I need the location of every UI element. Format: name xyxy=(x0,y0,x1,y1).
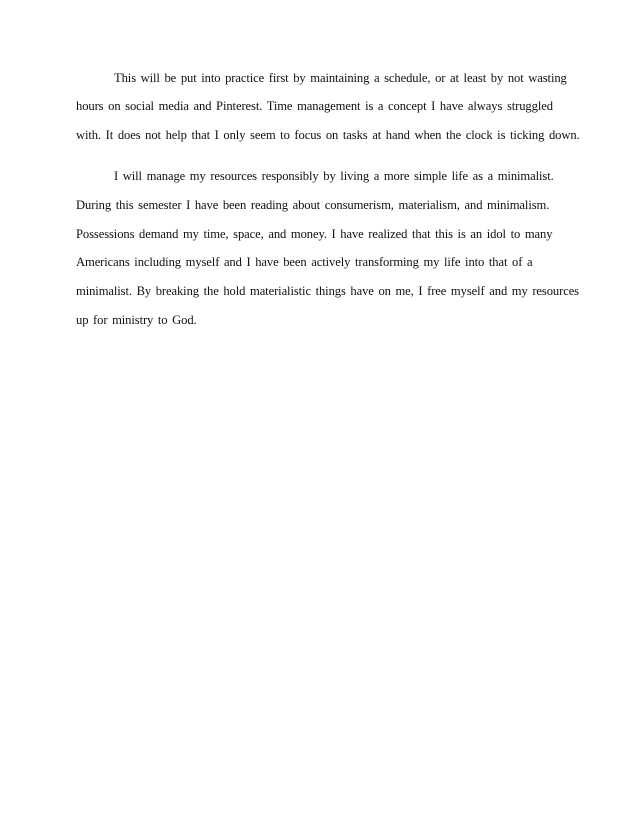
paragraph-1-line-1: This will be put into practice first by maintaining a schedule, or at least by not wasting xyxy=(114,71,567,85)
paragraph-1-line-3: with. It does not help that I only seem to focus on tasks at hand when the clock is ticking down. xyxy=(76,128,580,142)
paragraph-2-line-1: I will manage my resources responsibly by living a more simple life as a minimalist. xyxy=(114,169,554,183)
paragraph-2-line-5: minimalist. By breaking the hold materialistic things have on me, I free myself and my resources xyxy=(76,284,579,298)
paragraph-2-line-2: During this semester I have been reading about consumerism, materialism, and minimalism. xyxy=(76,198,550,212)
paragraph-2-line-4: Americans including myself and I have been actively transforming my life into that of a xyxy=(76,255,533,269)
paragraph-2-line-3: Possessions demand my time, space, and money. I have realized that this is an idol to many xyxy=(76,227,553,241)
paragraph-1-line-2: hours on social media and Pinterest. Time management is a concept I have always struggled xyxy=(76,99,553,113)
paragraph-2-line-6: up for ministry to God. xyxy=(76,313,197,327)
